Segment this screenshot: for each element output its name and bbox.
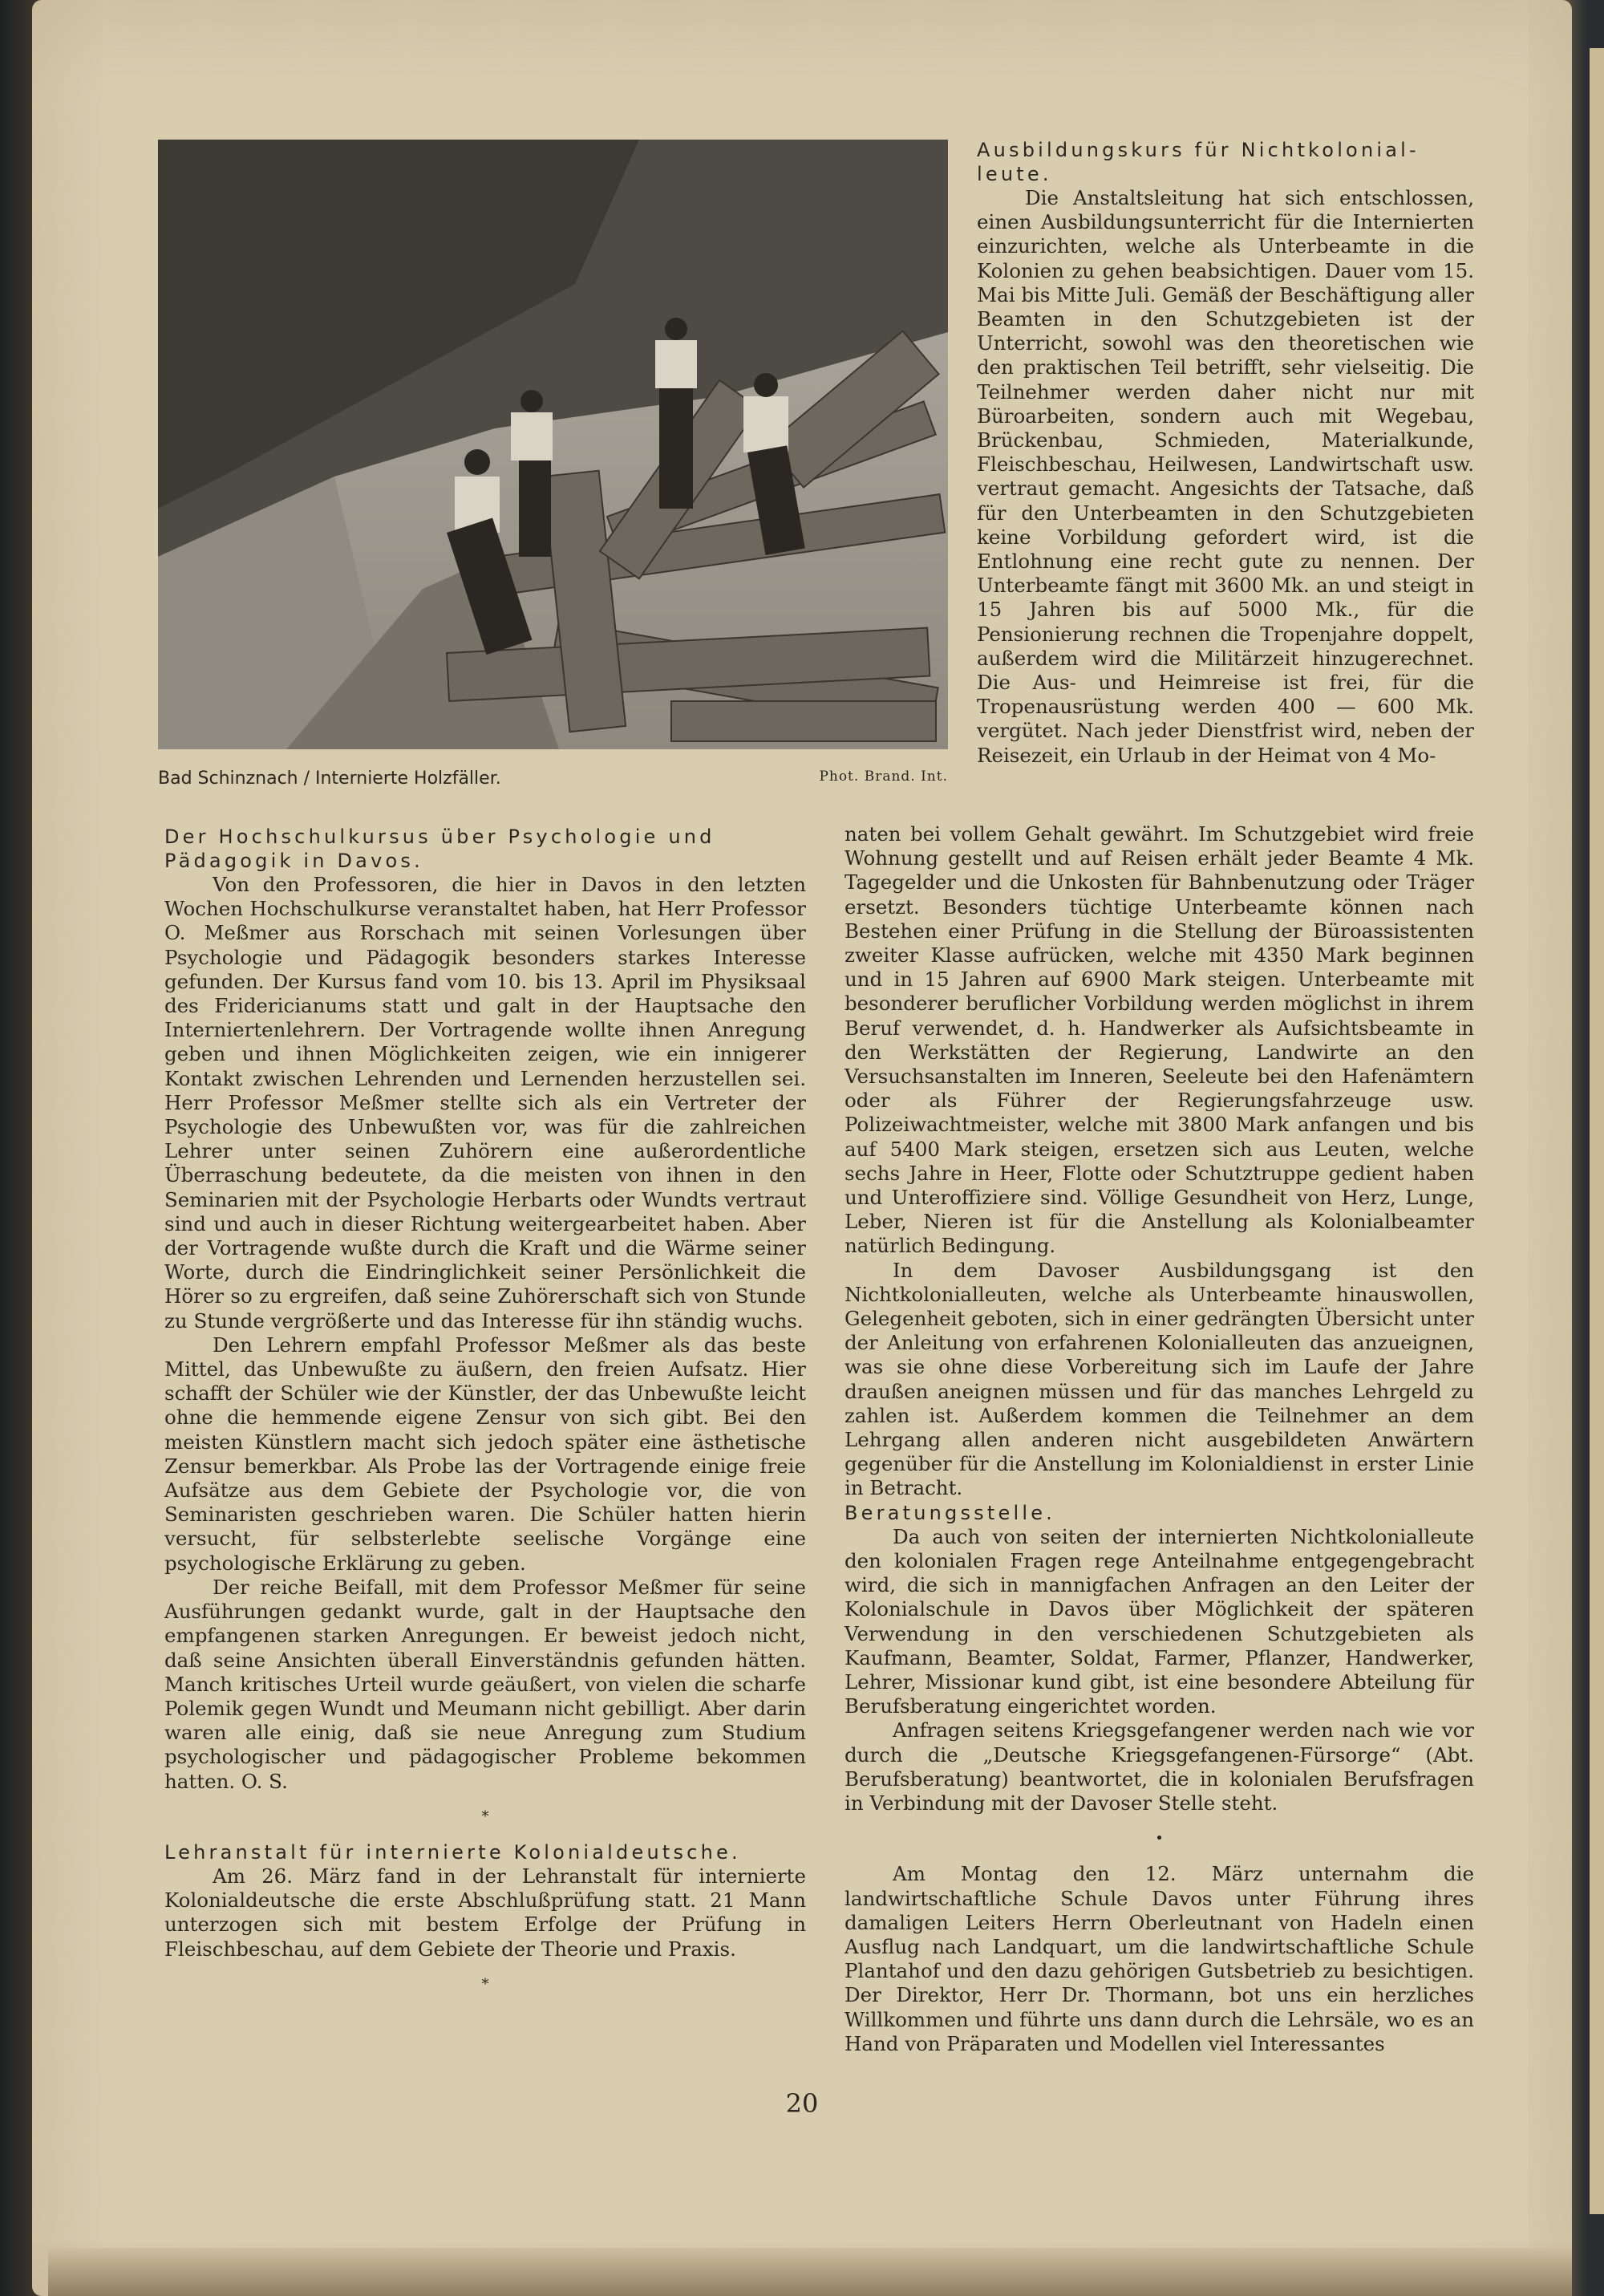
heading-beratungsstelle: Beratungsstelle. (845, 1501, 1055, 1524)
paragraph: naten bei vollem Gehalt gewährt. Im Schutzgebiet wird freie Wohnung gestellt und auf Reisen erhält jeder Beamte 4 Mk. Tagegelder und die Unkosten für Bahnbenutzung oder Träger ersetzt. Besonders tüchtige Unterbeamte können nach Bestehen einer Prüfung in die Stellung der Büroassistenten zweiter Klasse aufrücken, welche mit 4350 Mark beginnen und in 15 Jahren auf 6900 Mark steigen. Unterbeamte mit besonderer beruflicher Vorbildung werden möglichst in ihrem Beruf verwendet, d. h. Handwerker als Aufsichtsbeamte in den Werkstätten der Regierung, Landwirte an den Versuchsanstalten im Inneren, Seeleute bei den Hafenämtern oder als Führer der Regierungsfahrzeuge usw. Polizeiwachtmeister, welche mit 3800 Mark anfangen und bis auf 5400 Mark steigen, ersetzen sich aus Leuten, welche sechs Jahre in Heer, Flotte oder Schutztruppe gedient haben und Unteroffiziere sind. Völlige Gesundheit von Herz, Lunge, Leber, Nieren ist für die Anstellung als Kolonialbeamter natürlich Bedingung. (845, 822, 1474, 1258)
paragraph: Am 26. März fand in der Lehranstalt für internierte Kolonialdeutsche die erste Abschlußprüfung statt. 21 Mann unterzogen sich mit bestem Erfolge der Prüfung in Fleischbeschau, auf dem Gebiete der Theorie und Praxis. (164, 1864, 806, 1961)
paragraph: Anfragen seitens Kriegsgefangener werden nach wie vor durch die „Deutsche Kriegsgefangenen-Fürsorge“ (Abt. Berufsberatung) beantwortet, die in kolonialen Berufsfragen in Verbindung mit der Davoser Stelle steht. (845, 1718, 1474, 1815)
paragraph: In dem Davoser Ausbildungsgang ist den Nichtkolonialleuten, welche als Unterbeamte hinauswollen, Gelegenheit geboten, sich in einer gedrängten Übersicht unter der Anleitung von erfahrenen Kolonialleuten das anzueignen, was sie ohne diese Vorbereitung sich im Laufe der Jahre draußen aneignen müssen und für das manches Lehrgeld zu zahlen ist. Außerdem kommen die Teilnehmer an dem Lehrgang allen anderen nicht ausgebildeten Anwärtern gegenüber für die Anstellung im Kolonialdienst in erster Linie in Betracht. (845, 1258, 1474, 1500)
heading-ausbildungskurs: Ausbildungskurs für Nichtkolonial-leute. (977, 139, 1420, 185)
separator: • (1155, 1830, 1164, 1848)
heading-lehranstalt: Lehranstalt für internierte Kolonialdeutsche. (164, 1840, 741, 1864)
paragraph: Von den Professoren, die hier in Davos in den letzten Wochen Hochschulkurse veranstaltet haben, hat Herr Professor O. Meßmer aus Rorschach mit seinen Vorlesungen über Psychologie und Pädagogik besonders starkes Interesse gefunden. Der Kursus fand vom 10. bis 13. April im Physiksaal des Fridericianums statt und galt in der Hauptsache den Interniertenlehrern. Der Vortragende wollte ihnen Anregung geben und ihnen Möglichkeiten zeigen, wie ein innigerer Kontakt zwischen Lehrenden und Lernenden herzustellen sei. Herr Professor Meßmer stellte sich als ein Vertreter der Psychologie des Unbewußten vor, was für die zahlreichen Lehrer unter seinen Zuhörern eine außerordentliche Überraschung bedeutete, da die meisten von ihnen in den Seminarien mit der Psychologie Herbarts oder Wundts vertraut sind und auch in dieser Richtung weitergearbeitet haben. Aber der Vortragende wußte durch die Kraft und die Wärme seiner Worte, durch die Eindringlichkeit seiner Persönlichkeit die Hörer so zu ergreifen, daß seine Zuhörerschaft sich von Stunde zu Stunde vergrößerte und das Interesse für ihn ständig wuchs. (164, 873, 806, 1333)
paragraph: Da auch von seiten der internierten Nichtkolonialleute den kolonialen Fragen rege Anteilnahme entgegengebracht wird, die sich in mannigfachen Anfragen an den Leiter der Kolonialschule in Davos über Möglichkeit der späteren Verwendung in den verschiedenen Schutzgebieten als Kaufmann, Beamter, Soldat, Farmer, Pflanzer, Handwerker, Lehrer, Missionar kund gibt, ist eine besondere Abteilung für Berufsberatung eingerichtet worden. (845, 1524, 1474, 1718)
next-page-edge (1590, 48, 1604, 2214)
page-number: 20 (785, 2088, 819, 2119)
caption-title: Bad Schinznach / Internierte Holzfäller. (158, 769, 501, 789)
page-stack-bottom (48, 2248, 1572, 2296)
separator: * (481, 1975, 489, 1993)
column-right (845, 822, 1474, 2056)
separator: * (481, 1807, 489, 1825)
heading-hochschulkursus: Der Hochschulkursus über Psychologie und Pädagogik in Davos. (164, 826, 715, 872)
paragraph: Den Lehrern empfahl Professor Meßmer als das beste Mittel, das Unbewußte zu äußern, den freien Aufsatz. Hier schafft der Schüler wie der Künstler, der das Unbewußte leicht ohne die hemmende eigene Zensur von sich gibt. Bei den meisten Künstlern macht sich jedoch später eine ästhetische Zensur bemerkbar. Als Probe las der Vortragende einige freie Aufsätze aus dem Gebiete der Psychologie vor, die von Seminaristen geschrieben waren. Die Schüler hatten hierin versucht, für selbsterlebte seelische Vorgänge eine psychologische Erklärung zu geben. (164, 1333, 806, 1575)
column-left (164, 825, 806, 2008)
paragraph: Die Anstaltsleitung hat sich entschlossen, einen Ausbildungsunterricht für die Internierten einzurichten, welche als Unterbeamte in die Kolonien zu gehen beabsichtigen. Dauer vom 15. Mai bis Mitte Juli. Gemäß der Beschäftigung aller Beamten in den Schutzgebieten ist der Unterricht, sowohl was den theoretischen wie den praktischen Teil betrifft, sehr vielseitig. Die Teilnehmer werden daher nicht nur mit Büroarbeiten, sondern auch mit Wegebau, Brückenbau, Schmieden, Materialkunde, Fleischbeschau, Heilwesen, Landwirtschaft usw. vertraut gemacht. Angesichts der Tatsache, daß für den Unterbeamten in den Schutzgebieten keine Vorbildung gefordert wird, ist die Entlohnung eine recht gute zu nennen. Der Unterbeamte fängt mit 3600 Mk. an und steigt in 15 Jahren bis auf 5000 Mk., für die Pensionierung rechnen die Tropenjahre doppelt, außerdem wird die Militärzeit hinzugerechnet. Die Aus- und Heimreise ist frei, für die Tropenausrüstung werden 400 — 600 Mk. vergütet. Nach jeder Dienstfrist wird, neben der Reisezeit, ein Urlaub in der Heimat von 4 Mo- (977, 186, 1474, 767)
paragraph: Am Montag den 12. März unternahm die landwirtschaftliche Schule Davos unter Führung ihres damaligen Leiters Herrn Oberleutnant von Hadeln einen Ausflug nach Landquart, um die landwirtschaftliche Schule Plantahof und den dazu gehörigen Gutsbetrieb zu besichtigen. Der Direktor, Herr Dr. Thormann, bot uns ein herzliches Willkommen und führte uns dann durch die Lehrsäle, wo es an Hand von Präparaten und Modellen viel Interessantes (845, 1862, 1474, 2055)
paragraph: Der reiche Beifall, mit dem Professor Meßmer für seine Ausführungen gedankt wurde, galt in der Hauptsache den empfangenen starken Anregungen. Er beweist jedoch nicht, daß seine Ansichten überall Einverständnis gefunden hätten. Manch kritisches Urteil wurde geäußert, von vielen die scharfe Polemik gegen Wundt und Meumann nicht gebilligt. Aber darin waren alle einig, daß sie neue Anregung zum Studium psychologischer und pädagogischer Probleme bekommen hatten. O. S. (164, 1575, 806, 1793)
column-right-top (977, 138, 1474, 768)
photo-caption (158, 769, 948, 796)
photo-lumberjacks (158, 140, 948, 749)
caption-credit: Phot. Brand. Int. (819, 769, 948, 785)
